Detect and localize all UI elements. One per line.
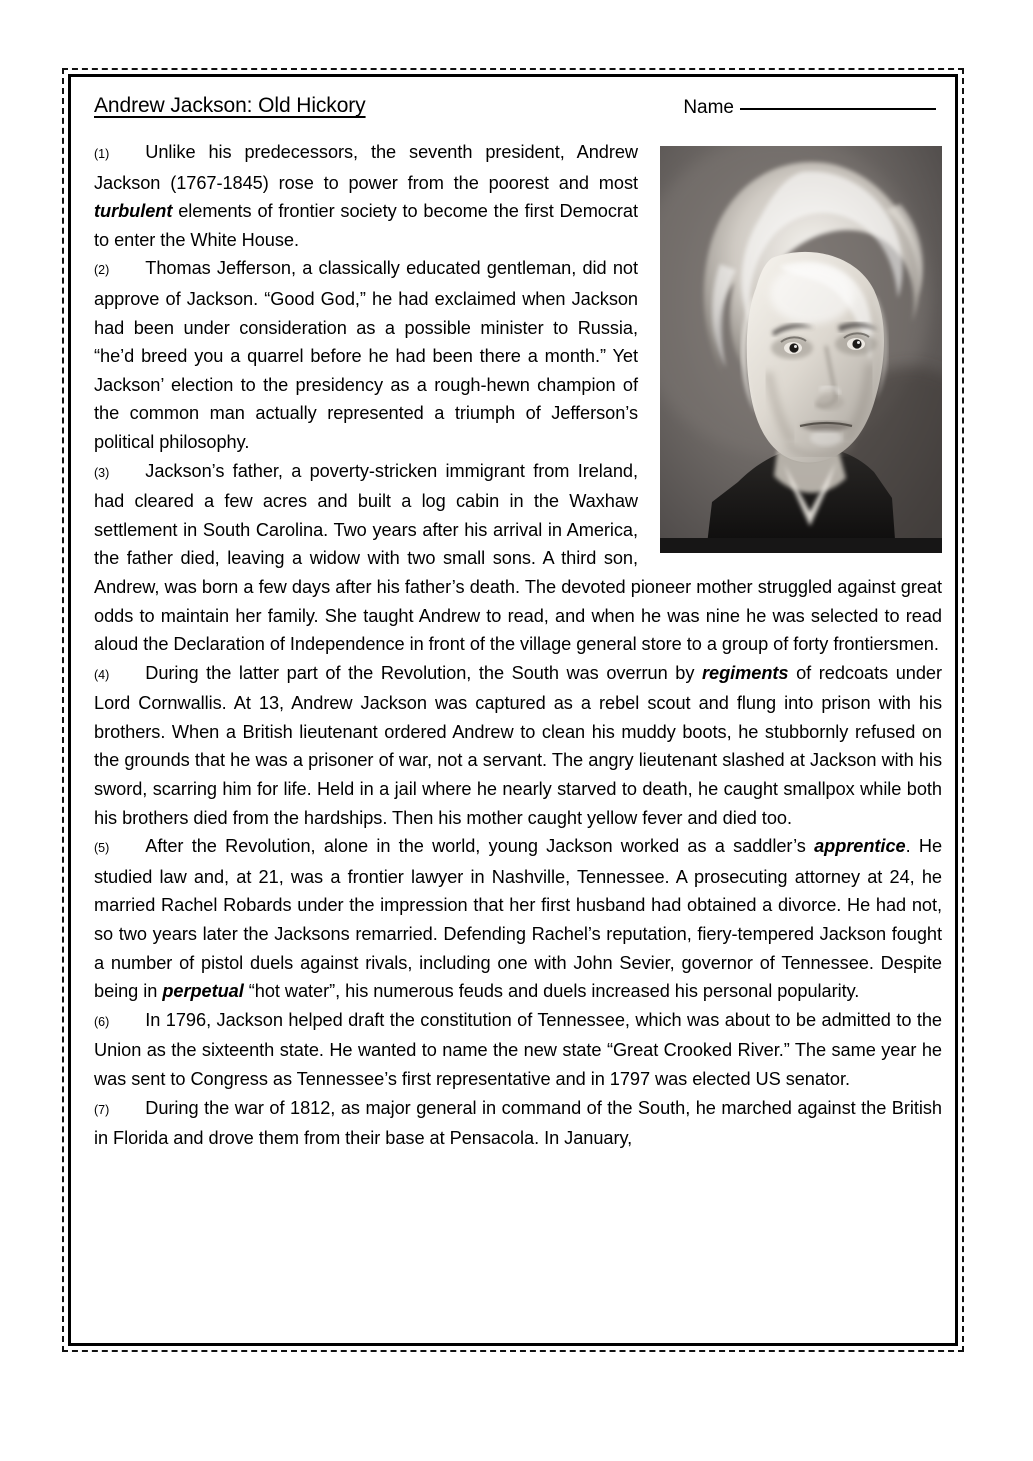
portrait-figure xyxy=(660,146,942,553)
paragraph-text: of redcoats under Lord Cornwallis. At 13, Andrew Jackson was captured as a rebel scout and flung into prison with his brothers. When a British lieutenant ordered Andrew to clean his muddy boots, he stubbornly refused on the grounds that he was a prisoner of war, not a servant. The angry lieutenant slashed at Jackson with his sword, scarring him for life. Held in a jail where he nearly starved to death, he caught smallpox while both his brothers died from the hardships. Then his mother caught yellow fever and died too. xyxy=(94,662,942,828)
paragraph-text: “hot water”, his numerous feuds and duels increased his personal popularity. xyxy=(243,981,860,1002)
vocabulary-term: regiments xyxy=(701,662,789,683)
worksheet-content xyxy=(94,92,942,1332)
paragraph-4 xyxy=(94,659,942,833)
page-title: Andrew Jackson: Old Hickory xyxy=(94,94,366,117)
paragraph-6 xyxy=(94,1006,942,1094)
vocabulary-term: perpetual xyxy=(162,981,244,1002)
vocabulary-term: apprentice xyxy=(814,836,906,857)
paragraph-text: Thomas Jefferson, a classically educated gentleman, did not approve of Jackson. “Good God,” he had exclaimed when Jackson had been under consideration as a possible minister to Russia, “he’d breed you a quarrel before he had been there a month.” Yet Jackson’ election to the presidency as a rough-hewn champion of the common man actually represented a triumph of Jefferson’s political philosophy. xyxy=(94,258,638,452)
andrew-jackson-portrait-image xyxy=(660,146,942,553)
worksheet-header xyxy=(94,92,942,138)
paragraph-text: During the war of 1812, as major general in command of the South, he marched against the British in Florida and drove them from their base at Pensacola. In January, xyxy=(94,1097,942,1149)
name-label: Name xyxy=(683,97,734,118)
paragraph-number: (2) xyxy=(94,263,110,278)
paragraph-7 xyxy=(94,1094,942,1153)
paragraph-number: (5) xyxy=(94,841,110,856)
paragraph-text: elements of frontier society to become the first Democrat to enter the White House. xyxy=(94,201,638,250)
paragraph-number: (3) xyxy=(94,465,110,480)
paragraph-number: (4) xyxy=(94,667,110,682)
name-input-line[interactable] xyxy=(740,107,936,110)
name-field-block xyxy=(683,95,936,121)
paragraph-5 xyxy=(94,832,942,1006)
paragraph-text: In 1796, Jackson helped draft the constitution of Tennessee, which was about to be admitted to the Union as the sixteenth state. He wanted to name the new state “Great Crooked River.” The same year he was sent to Congress as Tennessee’s first representative and in 1797 was elected US senator. xyxy=(94,1009,942,1089)
paragraph-text: After the Revolution, alone in the world, young Jackson worked as a saddler’s xyxy=(145,836,815,857)
paragraph-number: (6) xyxy=(94,1014,110,1029)
paragraph-number: (7) xyxy=(94,1102,110,1117)
paragraph-text: Jackson’s father, a poverty-stricken immigrant from Ireland, had cleared a few acres and built a log cabin in the Waxhaw settlement in South Carolina. Two years after his arrival in America, the father died, leaving a widow with two small sons. A third son, Andrew, was born a few days after his father’s death. The devoted pioneer mother struggled against great odds to maintain her family. She taught Andrew to read, and when he was nine he was selected to read aloud the Declaration of Independence in front of the village general store to a group of forty frontiersmen. xyxy=(94,460,942,655)
vocabulary-term: turbulent xyxy=(94,201,173,222)
paragraph-text: Unlike his predecessors, the seventh president, Andrew Jackson (1767-1845) rose to power from the poorest and most xyxy=(94,142,638,193)
paragraph-text: During the latter part of the Revolution, the South was overrun by xyxy=(145,662,702,683)
paragraph-text: . He studied law and, at 21, was a frontier lawyer in Nashville, Tennessee. A prosecuting attorney at 24, he married Rachel Robards under the impression that her first husband had obtained a divorce. He had not, so two years later the Jacksons remarried. Defending Rachel’s reputation, fiery-tempered Jackson fought a number of pistol duels against rivals, including one with John Sevier, governor of Tennessee. Despite being in xyxy=(94,836,943,1002)
paragraph-number: (1) xyxy=(94,147,110,161)
